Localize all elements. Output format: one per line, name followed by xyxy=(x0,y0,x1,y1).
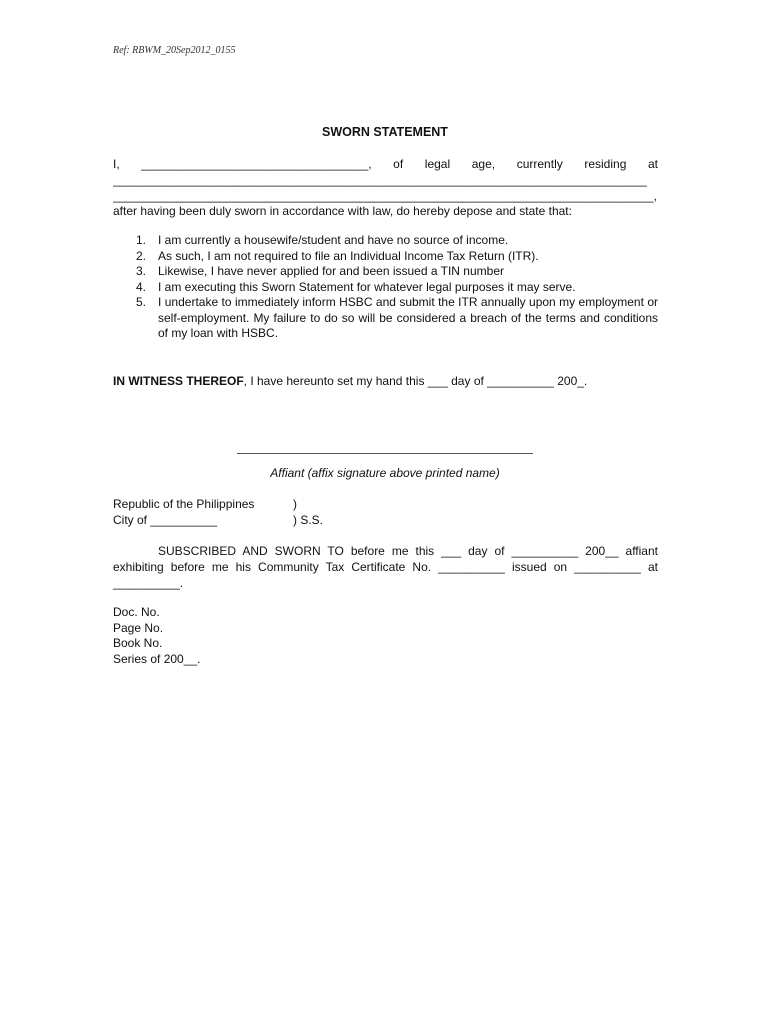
affiant-label: Affiant (affix signature above printed name) xyxy=(270,466,500,480)
list-item-text: I undertake to immediately inform HSBC and submit the ITR annually upon my employment or self-employment. My failure to do so will be considered a breach of the terms and conditions of my loan with HSBC. xyxy=(158,295,658,340)
intro-line-1: I, __________________________________, of legal age, currently residing at xyxy=(113,157,658,171)
venue-country: Republic of the Philippines xyxy=(113,497,255,511)
series-label: Series of 200__. xyxy=(113,651,201,666)
witness-heading: IN WITNESS THEREOF xyxy=(113,374,244,388)
jurat-paragraph xyxy=(113,543,658,591)
list-item-text: I am executing this Sworn Statement for whatever legal purposes it may serve. xyxy=(158,279,576,294)
list-item-number: 4. xyxy=(136,279,147,294)
notarial-register xyxy=(113,605,200,667)
witness-text: , I have hereunto set my hand this ___ day of __________ 200_. xyxy=(243,374,588,388)
jurat-line-2: exhibiting before me his Community Tax Certificate No. __________ issued on __________ at xyxy=(113,560,658,574)
list-item-text: Likewise, I have never applied for and been issued a TIN number xyxy=(158,264,504,278)
venue-city: City of __________ xyxy=(113,513,218,527)
venue-ss: ) S.S. xyxy=(293,513,324,527)
document-title: SWORN STATEMENT xyxy=(322,125,448,139)
list-item-number: 1. xyxy=(136,233,147,247)
book-no-label: Book No. xyxy=(113,636,163,650)
list-item-number: 5. xyxy=(136,295,147,309)
list-item-number: 2. xyxy=(136,248,147,263)
witness-clause xyxy=(113,373,658,389)
doc-no-label: Doc. No. xyxy=(113,605,160,619)
list-item-text: I am currently a housewife/student and have no source of income. xyxy=(158,233,509,247)
venue-bracket: ) xyxy=(293,497,297,511)
reference-number: Ref: RBWM_20Sep2012_0155 xyxy=(113,45,236,56)
intro-line-4: after having been duly sworn in accordance with law, do hereby depose and state that: xyxy=(113,204,572,218)
intro-line-2: ________________________________________________________________________________ xyxy=(113,173,647,187)
page-no-label: Page No. xyxy=(113,620,164,635)
list-item-number: 3. xyxy=(136,264,147,278)
list-item xyxy=(113,233,658,249)
statement-list xyxy=(113,233,658,342)
list-item-text: As such, I am not required to file an Individual Income Tax Return (ITR). xyxy=(158,248,539,263)
jurat-line-3: __________. xyxy=(113,576,184,590)
intro-line-3: _________________________________________________________________________________, xyxy=(113,189,657,203)
signature-line xyxy=(237,453,533,454)
list-item xyxy=(113,264,658,280)
list-item xyxy=(113,249,658,265)
jurat-line-1: SUBSCRIBED AND SWORN TO before me this ___ day of __________ 200__ affiant xyxy=(158,544,658,558)
list-item xyxy=(113,295,658,342)
list-item xyxy=(113,280,658,296)
